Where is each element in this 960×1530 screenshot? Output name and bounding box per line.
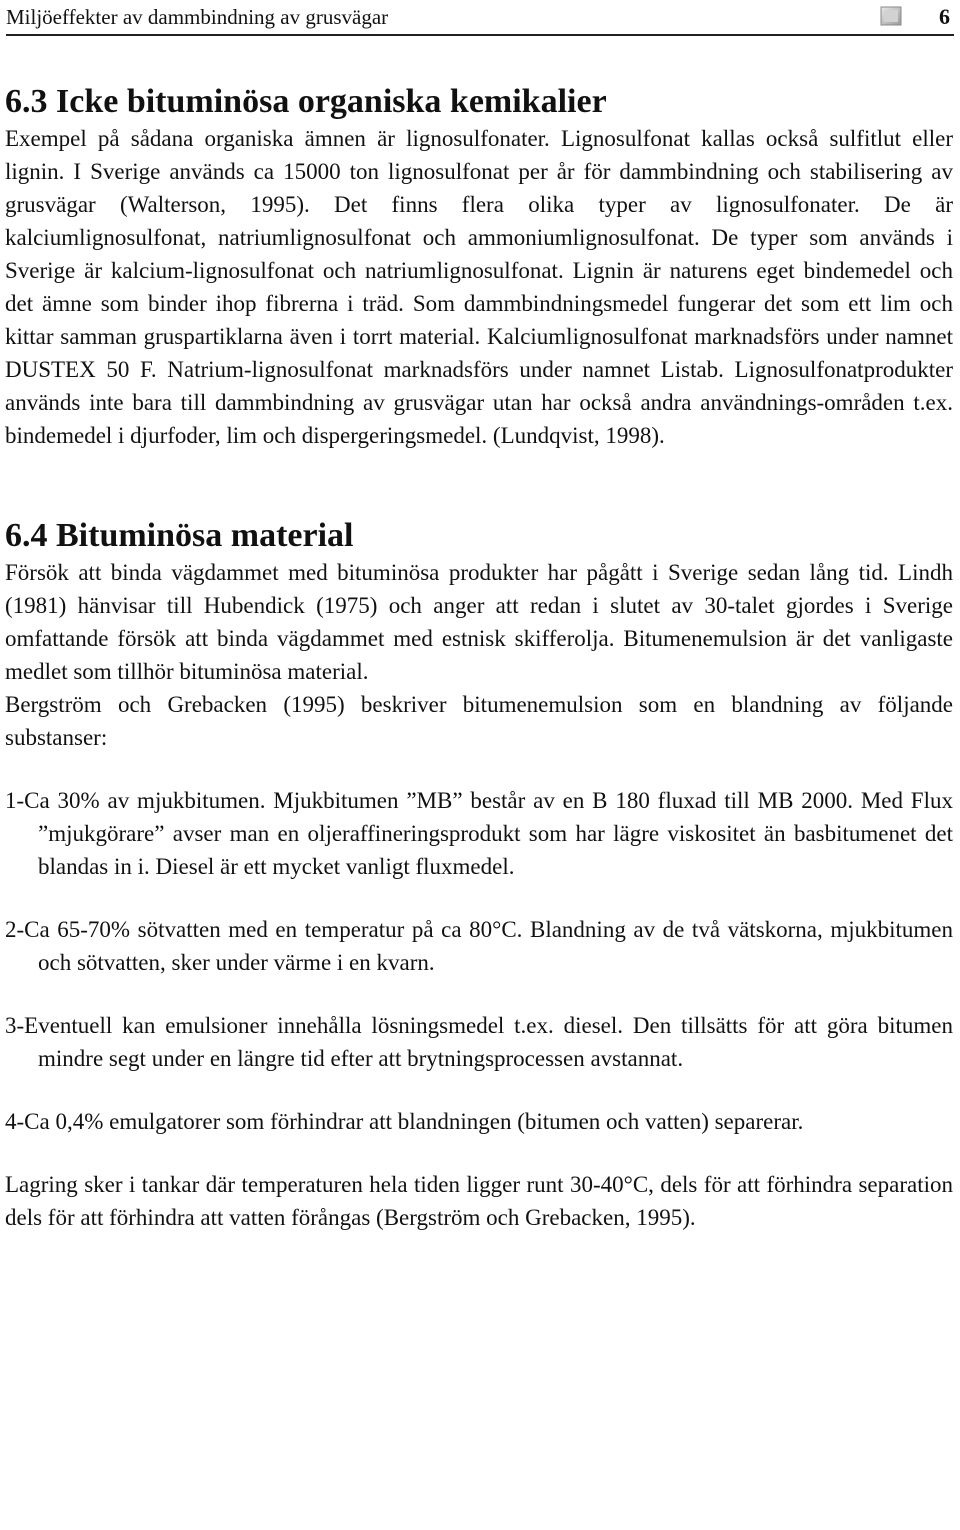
body-paragraph: Bergström och Grebacken (1995) beskriver bitumenemulsion som en blandning av följande substanser: <box>5 692 953 750</box>
list-item: 3-Eventuell kan emulsioner innehålla lösningsmedel t.ex. diesel. Den tillsätts för att göra bitumen mindre segt under en längre tid efter att brytningsprocessen avstannat. <box>5 1013 953 1071</box>
section-heading: 6.3 Icke bituminösa organiska kemikalier <box>5 83 607 120</box>
section-heading: 6.4 Bituminösa material <box>5 517 354 554</box>
page-content <box>5 82 953 1234</box>
list-item: 1-Ca 30% av mjukbitumen. Mjukbitumen ”MB” består av en B 180 fluxad till MB 2000. Med Flux ”mjukgörare” avser man en oljeraffineringsprodukt som har lägre viskositet än basbitumenet det blandas in i. Diesel är ett mycket vanligt fluxmedel. <box>5 788 953 879</box>
section-6-4 <box>5 516 953 1234</box>
page-number: 6 <box>939 4 950 29</box>
body-paragraph: Försök att binda vägdammet med bituminösa produkter har pågått i Sverige sedan lång tid. Lindh (1981) hänvisar till Hubendick (1975) och anger att redan i slutet av 30-talet gjordes i Sverige omfattande försök att binda vägdammet med estnisk skifferolja. Bitumenemulsion är det vanligaste medlet som tillhör bituminösa material. <box>5 560 953 684</box>
page-corner-icon <box>880 6 902 26</box>
closing-paragraph: Lagring sker i tankar där temperaturen hela tiden ligger runt 30-40°C, dels för att förhindra separation dels för att förhindra att vatten förångas (Bergström och Grebacken, 1995). <box>5 1172 953 1230</box>
page-header <box>6 2 954 36</box>
list-item: 4-Ca 0,4% emulgatorer som förhindrar att blandningen (bitumen och vatten) separerar. <box>5 1109 804 1134</box>
section-6-3 <box>5 82 953 452</box>
body-paragraph: Exempel på sådana organiska ämnen är lignosulfonater. Lignosulfonat kallas också sulfitlut eller lignin. I Sverige används ca 15000 ton lignosulfonat per år för dammbindning och stabilisering av grusvägar (Walterson, 1995). Det finns flera olika typer av lignosulfonater. De är kalciumlignosulfonat, natriumlignosulfonat och ammoniumlignosulfonat. De typer som används i Sverige är kalcium-lignosulfonat och natriumlignosulfonat. Lignin är naturens eget bindemedel och det ämne som binder ihop fibrerna i träd. Som dammbindningsmedel fungerar det som ett lim och kittar samman gruspartiklarna även i torrt material. Kalciumlignosulfonat marknadsförs under namnet DUSTEX 50 F. Natrium-lignosulfonat marknadsförs under namnet Listab. Lignosulfonatprodukter används inte bara till dammbindning av grusvägar utan har också andra användnings-områden t.ex. bindemedel i djurfoder, lim och dispergeringsmedel. (Lundqvist, 1998). <box>5 126 953 448</box>
running-title: Miljöeffekter av dammbindning av grusvägar <box>6 5 389 29</box>
list-item: 2-Ca 65-70% sötvatten med en temperatur på ca 80°C. Blandning av de två vätskorna, mjukbitumen och sötvatten, sker under värme i en kvarn. <box>5 917 953 975</box>
